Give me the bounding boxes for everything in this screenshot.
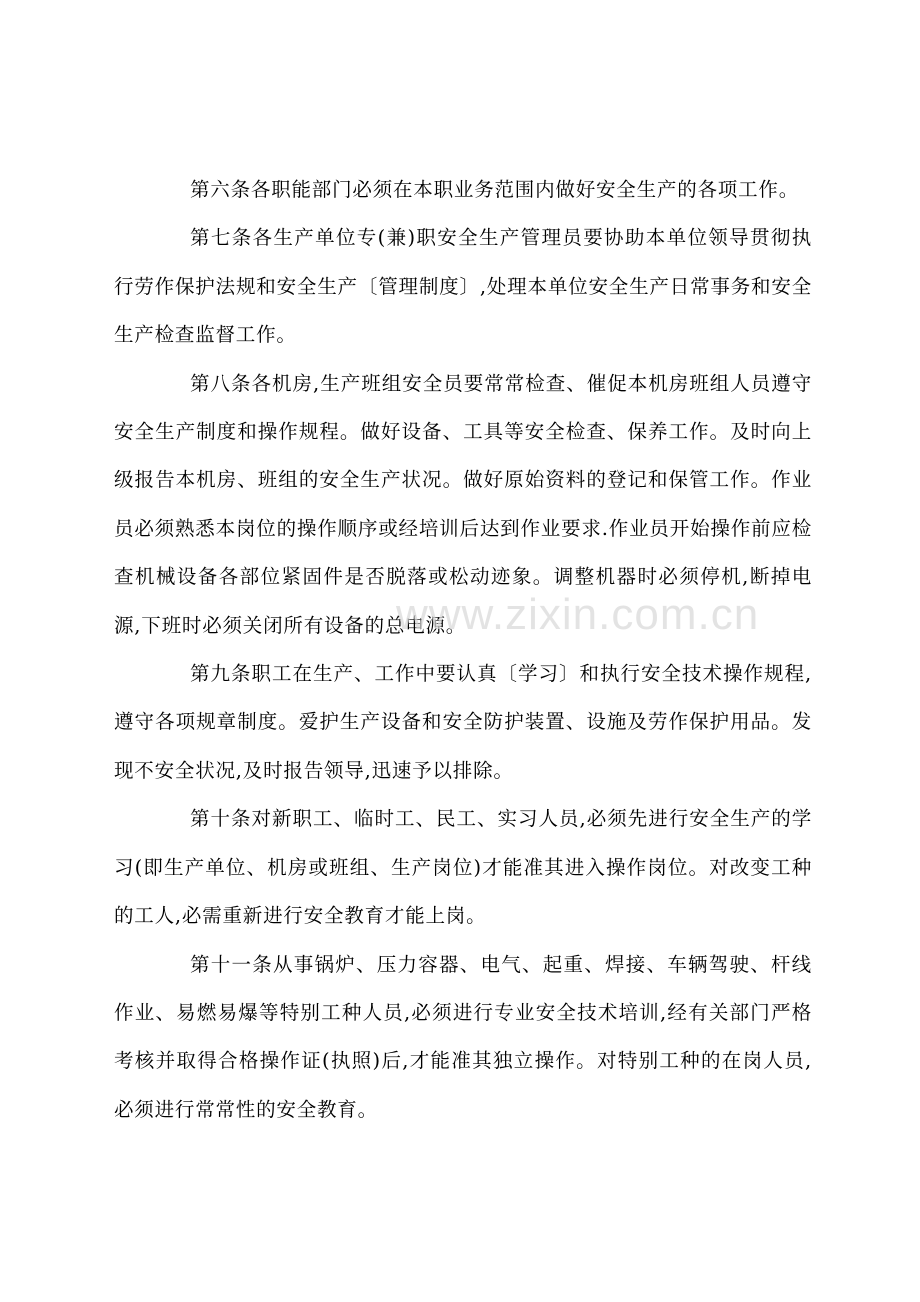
paragraph-article-6: 第六条各职能部门必须在本职业务范围内做好安全生产的各项工作。 bbox=[190, 178, 800, 201]
paragraph-article-8: 第八条各机房,生产班组安全员要常常检查、催促本机房班组人员遵守安全生产制度和操作规程。做好设备、工具等安全检查、保养工作。及时向上级报告本机房、班组的安全生产状况。做好原始资料的登记和保管工作。作业员必须熟悉本岗位的操作顺序或经培训后达到作业要求.作业员开始操作前应检查机械设备各部位紧固件是否脱落或松动迹象。调整机器时必须停机,断掉电源,下班时必须关闭所有设备的总电源。 bbox=[114, 371, 812, 637]
paragraph-article-7: 第七条各生产单位专(兼)职安全生产管理员要协助本单位领导贯彻执行劳作保护法规和安全生产〔管理制度〕,处理本单位安全生产日常事务和安全生产检查监督工作。 bbox=[114, 226, 812, 347]
watermark: www.zixin.com.cn bbox=[396, 590, 760, 639]
paragraph-article-10: 第十条对新职工、临时工、民工、实习人员,必须先进行安全生产的学习(即生产单位、机房或班组、生产岗位)才能准其进入操作岗位。对改变工种的工人,必需重新进行安全教育才能上岗。 bbox=[114, 807, 812, 928]
paragraph-article-11: 第十一条从事锅炉、压力容器、电气、起重、焊接、车辆驾驶、杆线作业、易燃易爆等特别工种人员,必须进行专业安全技术培训,经有关部门严格考核并取得合格操作证(执照)后,才能准其独立操作。对特别工种的在岗人员,必须进行常常性的安全教育。 bbox=[114, 952, 812, 1121]
paragraph-article-9: 第九条职工在生产、工作中要认真〔学习〕和执行安全技术操作规程,遵守各项规章制度。爱护生产设备和安全防护装置、设施及劳作保护用品。发现不安全状况,及时报告领导,迅速予以排除。 bbox=[114, 662, 812, 782]
document-body bbox=[114, 166, 812, 1134]
